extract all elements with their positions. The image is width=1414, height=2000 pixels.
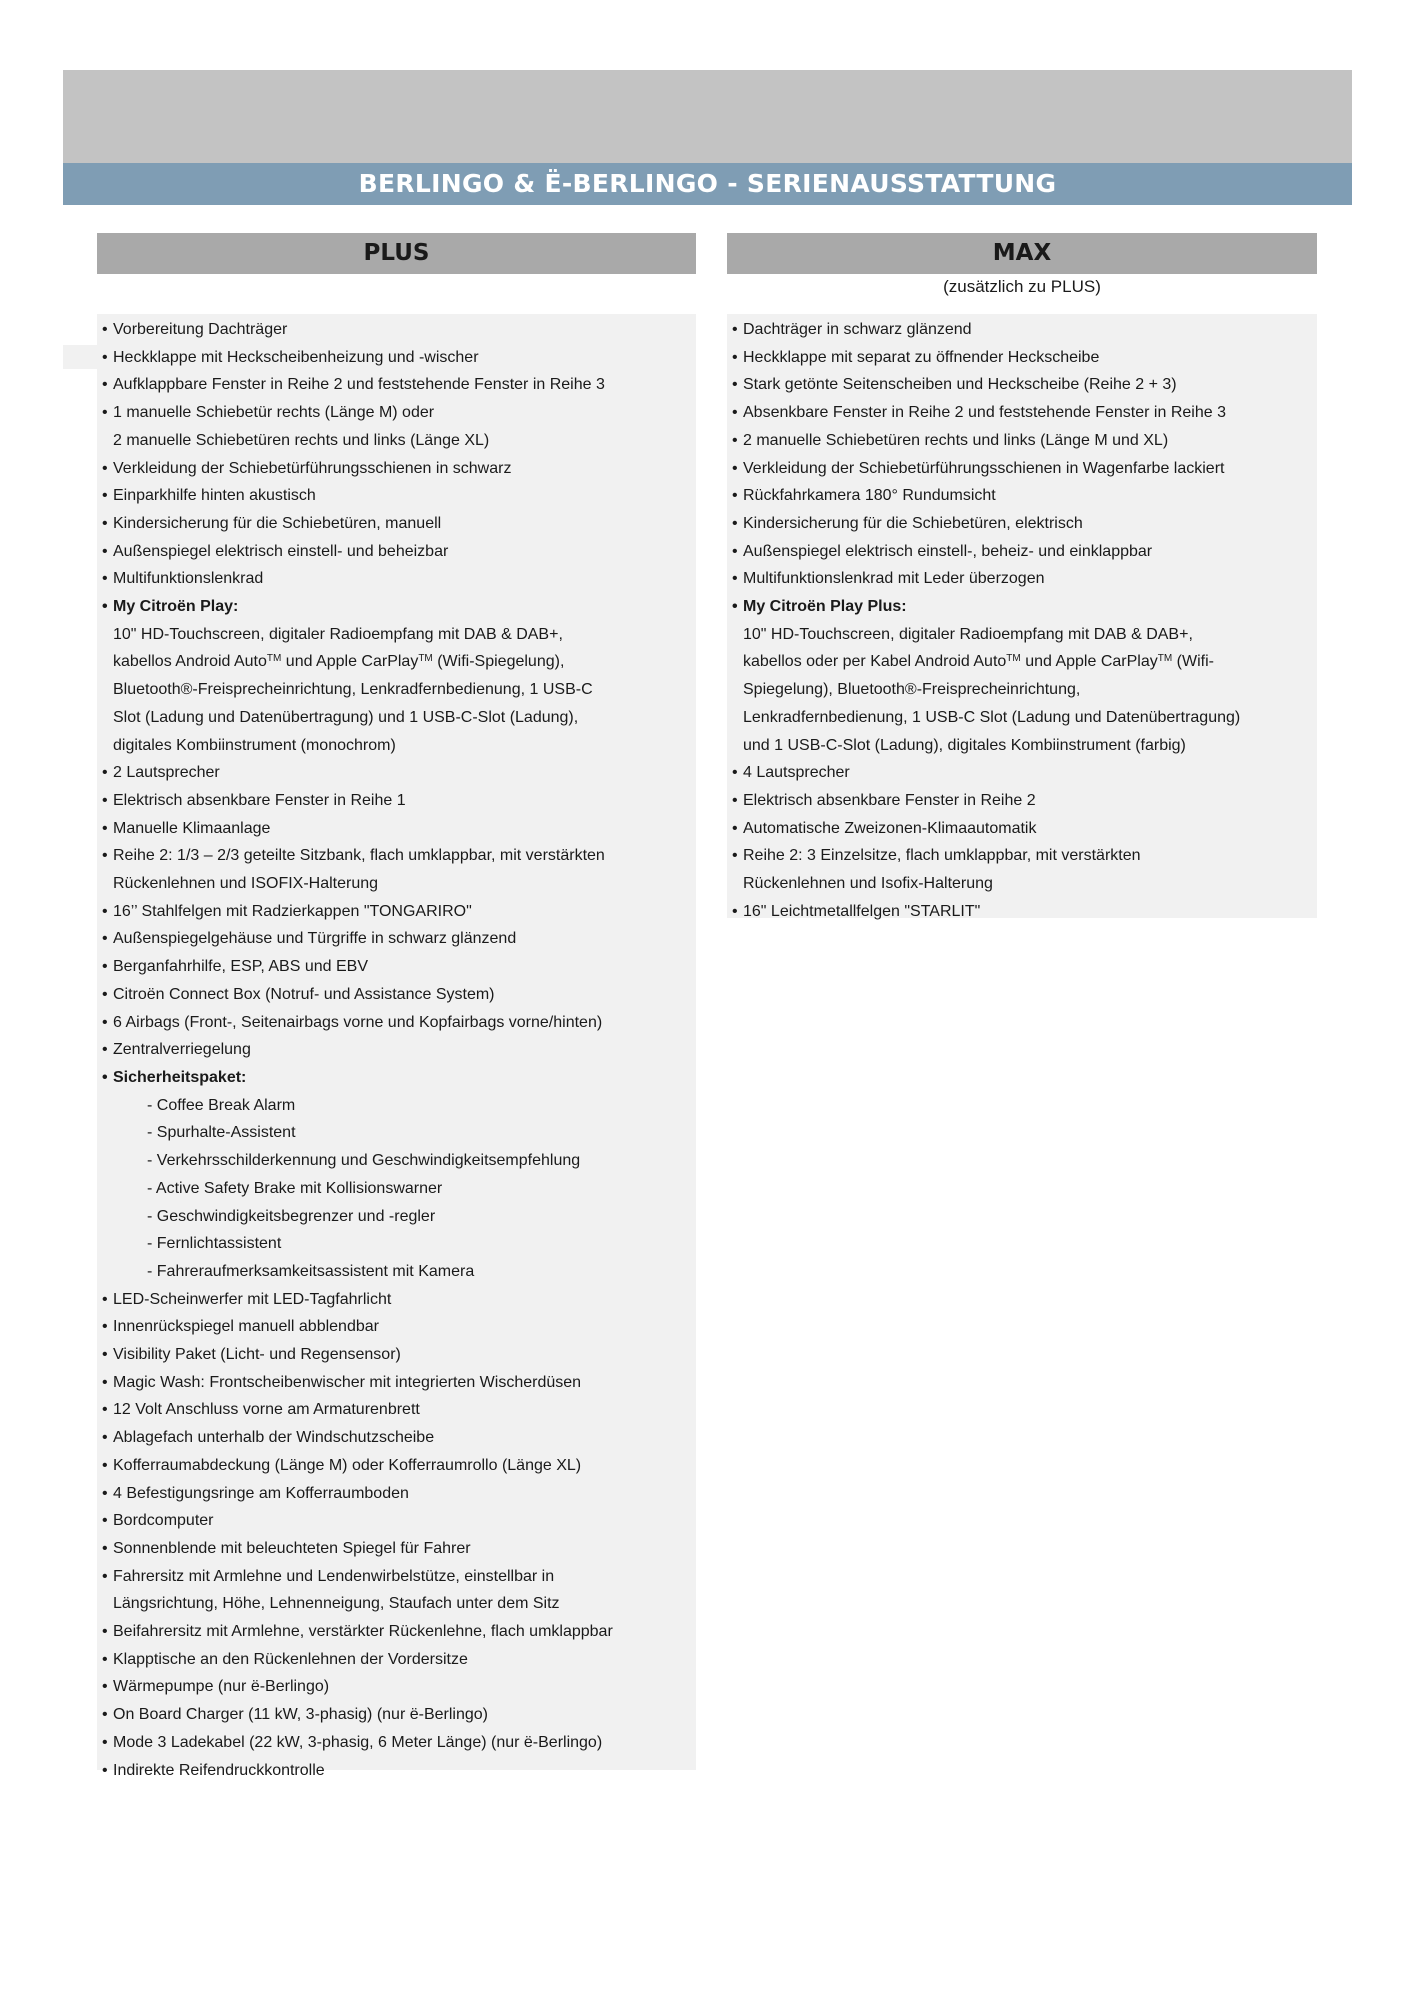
list-item: • Dachträger in schwarz glänzend	[731, 316, 1309, 344]
sub-item: - Coffee Break Alarm	[101, 1092, 688, 1120]
sub-item: - Spurhalte-Assistent	[101, 1119, 688, 1147]
list-item: • Fahrersitz mit Armlehne und Lendenwirbelstütze, einstellbar in	[101, 1563, 688, 1591]
list-item-continuation: und 1 USB-C-Slot (Ladung), digitales Kombiinstrument (farbig)	[743, 736, 1186, 754]
list-item: • 6 Airbags (Front-, Seitenairbags vorne und Kopfairbags vorne/hinten)	[101, 1009, 688, 1037]
list-item: • Kindersicherung für die Schiebetüren, manuell	[101, 510, 688, 538]
sub-item: - Active Safety Brake mit Kollisionswarner	[101, 1175, 688, 1203]
list-item: • Kindersicherung für die Schiebetüren, elektrisch	[731, 510, 1309, 538]
list-item: • Einparkhilfe hinten akustisch	[101, 482, 688, 510]
list-item: • Heckklappe mit separat zu öffnender Heckscheibe	[731, 344, 1309, 372]
list-item: • Elektrisch absenkbare Fenster in Reihe 1	[101, 787, 688, 815]
list-item: • Außenspiegel elektrisch einstell- und beheizbar	[101, 538, 688, 566]
list-item: • LED-Scheinwerfer mit LED-Tagfahrlicht	[101, 1286, 688, 1314]
text-segment: und Apple CarPlay	[281, 653, 419, 671]
list-item-continuation: Längsrichtung, Höhe, Lehnenneigung, Staufach unter dem Sitz	[113, 1595, 560, 1613]
trademark-sup: TM	[418, 653, 433, 665]
list-item: • Ablagefach unterhalb der Windschutzscheibe	[101, 1424, 688, 1452]
list-item-package-title: • My Citroën Play Plus:	[731, 593, 1309, 621]
list-item: • Kofferraumabdeckung (Länge M) oder Kofferraumrollo (Länge XL)	[101, 1452, 688, 1480]
list-item: • 4 Befestigungsringe am Kofferraumboden	[101, 1480, 688, 1508]
list-item: • Berganfahrhilfe, ESP, ABS und EBV	[101, 953, 688, 981]
list-item: • Verkleidung der Schiebetürführungsschienen in Wagenfarbe lackiert	[731, 455, 1309, 483]
text-segment: und Apple CarPlay	[1020, 653, 1158, 671]
list-item: • Zentralverriegelung	[101, 1036, 688, 1064]
list-item: • Klapptische an den Rückenlehnen der Vordersitze	[101, 1646, 688, 1674]
list-item: • Außenspiegelgehäuse und Türgriffe in schwarz glänzend	[101, 925, 688, 953]
sub-item: - Verkehrsschilderkennung und Geschwindigkeitsempfehlung	[101, 1147, 688, 1175]
list-item: • Sonnenblende mit beleuchteten Spiegel für Fahrer	[101, 1535, 688, 1563]
text-segment: (Wifi-Spiegelung),	[432, 653, 565, 671]
list-item: • Reihe 2: 1/3 – 2/3 geteilte Sitzbank, flach umklappbar, mit verstärkten	[101, 842, 688, 870]
list-item-continuation	[101, 648, 688, 676]
sub-item: - Fahreraufmerksamkeitsassistent mit Kamera	[101, 1258, 688, 1286]
text-segment: kabellos oder per Kabel Android Auto	[743, 653, 1007, 671]
margin-highlight	[63, 345, 99, 369]
trademark-sup: TM	[266, 653, 282, 665]
sub-item: - Geschwindigkeitsbegrenzer und -regler	[101, 1203, 688, 1231]
list-item: • Reihe 2: 3 Einzelsitze, flach umklappbar, mit verstärkten	[731, 842, 1309, 870]
page-title: BERLINGO & Ë-BERLINGO - SERIENAUSSTATTUNG	[63, 163, 1352, 205]
list-item: • Aufklappbare Fenster in Reihe 2 und feststehende Fenster in Reihe 3	[101, 371, 688, 399]
list-item: • Außenspiegel elektrisch einstell-, beheiz- und einklappbar	[731, 538, 1309, 566]
list-item: • Absenkbare Fenster in Reihe 2 und feststehende Fenster in Reihe 3	[731, 399, 1309, 427]
list-item-continuation: Rückenlehnen und ISOFIX-Halterung	[113, 875, 379, 893]
list-item: • Wärmepumpe (nur ë-Berlingo)	[101, 1673, 688, 1701]
list-item-continuation: 10" HD-Touchscreen, digitaler Radioempfang mit DAB & DAB+,	[113, 625, 563, 643]
list-item: • Stark getönte Seitenscheiben und Heckscheibe (Reihe 2 + 3)	[731, 371, 1309, 399]
list-item: • Automatische Zweizonen-Klimaautomatik	[731, 815, 1309, 843]
list-item: • Manuelle Klimaanlage	[101, 815, 688, 843]
list-item: • Mode 3 Ladekabel (22 kW, 3-phasig, 6 Meter Länge) (nur ë-Berlingo)	[101, 1729, 688, 1757]
list-item-continuation: Rückenlehnen und Isofix-Halterung	[743, 875, 993, 893]
list-item: • Innenrückspiegel manuell abblendbar	[101, 1313, 688, 1341]
list-item: • Visibility Paket (Licht- und Regensensor)	[101, 1341, 688, 1369]
text-segment: kabellos Android Auto	[113, 653, 267, 671]
list-item: • Multifunktionslenkrad mit Leder überzogen	[731, 565, 1309, 593]
list-item: • Heckklappe mit Heckscheibenheizung und -wischer	[101, 344, 688, 372]
list-item: • 12 Volt Anschluss vorne am Armaturenbrett	[101, 1396, 688, 1424]
sub-item: - Fernlichtassistent	[101, 1230, 688, 1258]
list-item: • 16" Leichtmetallfelgen "STARLIT"	[731, 898, 1309, 926]
list-item-continuation: digitales Kombiinstrument (monochrom)	[113, 736, 396, 754]
list-item: • 2 manuelle Schiebetüren rechts und links (Länge M und XL)	[731, 427, 1309, 455]
list-item: • Rückfahrkamera 180° Rundumsicht	[731, 482, 1309, 510]
plus-feature-list	[97, 314, 696, 1779]
plus-column-heading: PLUS	[97, 233, 696, 274]
max-column-heading: MAX	[727, 233, 1317, 274]
list-item: • 1 manuelle Schiebetür rechts (Länge M) oder	[101, 399, 688, 427]
trademark-sup: TM	[1006, 653, 1021, 665]
max-column-subheading: (zusätzlich zu PLUS)	[943, 277, 1101, 296]
list-item: • Indirekte Reifendruckkontrolle	[101, 1757, 688, 1785]
list-item-continuation	[731, 648, 1309, 676]
list-item: • 2 Lautsprecher	[101, 759, 688, 787]
list-item-continuation: Slot (Ladung und Datenübertragung) und 1 USB-C-Slot (Ladung),	[113, 708, 579, 726]
list-item-continuation: Spiegelung), Bluetooth®-Freisprecheinrichtung,	[743, 681, 1081, 699]
list-item: • 16’’ Stahlfelgen mit Radzierkappen "TONGARIRO"	[101, 898, 688, 926]
text-segment: (Wifi-	[1172, 653, 1214, 671]
list-item-continuation: Bluetooth®-Freisprecheinrichtung, Lenkradfernbedienung, 1 USB-C	[113, 681, 593, 699]
list-item: • Elektrisch absenkbare Fenster in Reihe 2	[731, 787, 1309, 815]
list-item: • Beifahrersitz mit Armlehne, verstärkter Rückenlehne, flach umklappbar	[101, 1618, 688, 1646]
list-item-package-title: • Sicherheitspaket:	[101, 1064, 688, 1092]
list-item: • Multifunktionslenkrad	[101, 565, 688, 593]
list-item-package-title: • My Citroën Play:	[101, 593, 688, 621]
list-item-continuation: 2 manuelle Schiebetüren rechts und links (Länge XL)	[113, 431, 490, 449]
list-item-continuation: Lenkradfernbedienung, 1 USB-C Slot (Ladung und Datenübertragung)	[743, 708, 1241, 726]
list-item-continuation: 10" HD-Touchscreen, digitaler Radioempfang mit DAB & DAB+,	[743, 625, 1193, 643]
list-item: • Magic Wash: Frontscheibenwischer mit integrierten Wischerdüsen	[101, 1369, 688, 1397]
list-item: • Bordcomputer	[101, 1507, 688, 1535]
list-item: • On Board Charger (11 kW, 3-phasig) (nur ë-Berlingo)	[101, 1701, 688, 1729]
trademark-sup: TM	[1157, 653, 1173, 665]
max-feature-list	[727, 314, 1317, 918]
list-item: • Citroën Connect Box (Notruf- und Assistance System)	[101, 981, 688, 1009]
list-item: • Vorbereitung Dachträger	[101, 316, 688, 344]
list-item: • Verkleidung der Schiebetürführungsschienen in schwarz	[101, 455, 688, 483]
list-item: • 4 Lautsprecher	[731, 759, 1309, 787]
header-band	[63, 70, 1352, 163]
